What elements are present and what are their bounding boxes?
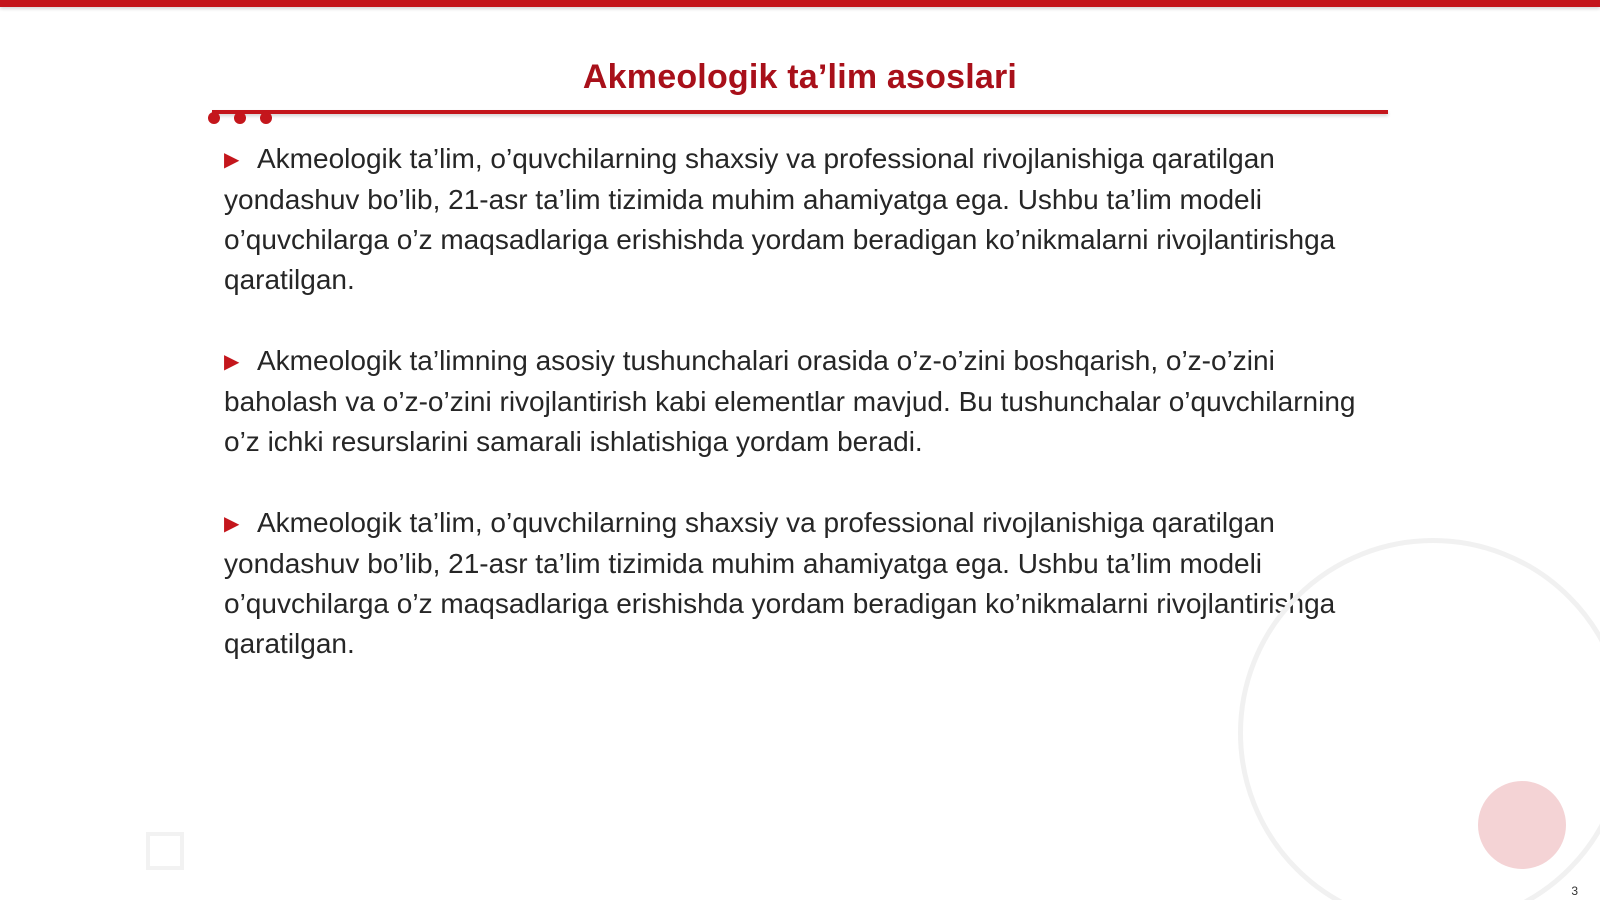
decorative-square (146, 832, 184, 870)
slide-title: Akmeologik ta’lim asoslari (582, 58, 1018, 96)
bullet-arrow-icon: ▶ (224, 513, 240, 535)
bullet-item (224, 139, 1384, 300)
bullet-text: Akmeologik ta’limning asosiy tushunchalari orasida o’z-o’zini boshqarish, o’z-o’zini baholash va o’z-o’zini rivojlantirish kabi elementlar mavjud. Bu tushunchalar o’quvchilarning o’z ichki resurslarini samarali ishlatishiga yordam beradi. (224, 345, 1356, 457)
slide-number: 3 (1571, 884, 1578, 898)
bullet-text: Akmeologik ta’lim, o’quvchilarning shaxsiy va professional rivojlanishiga qaratilgan yondashuv bo’lib, 21-asr ta’lim tizimida muhim ahamiyatga ega. Ushbu ta’lim modeli o’quvchilarga o’z maqsadlariga erishishda yordam beradigan ko’nikmalarni rivojlantirishga qaratilgan. (224, 507, 1336, 659)
rule-dot-decoration (208, 112, 220, 124)
rule-dot-decoration (234, 112, 246, 124)
bullet-arrow-icon: ▶ (224, 351, 240, 373)
bullet-text: Akmeologik ta’lim, o’quvchilarning shaxsiy va professional rivojlanishiga qaratilgan yondashuv bo’lib, 21-asr ta’lim tizimida muhim ahamiyatga ega. Ushbu ta’lim modeli o’quvchilarga o’z maqsadlariga erishishda yordam beradigan ko’nikmalarni rivojlantirishga qaratilgan. (224, 143, 1336, 295)
title-underline (212, 110, 1388, 114)
bullet-item (224, 503, 1384, 664)
top-accent-bar (0, 0, 1600, 7)
bullet-arrow-icon: ▶ (224, 149, 240, 171)
bullet-list (224, 139, 1384, 705)
decorative-pink-circle (1478, 781, 1566, 869)
bullet-item (224, 341, 1384, 462)
rule-dot-decoration (260, 112, 272, 124)
